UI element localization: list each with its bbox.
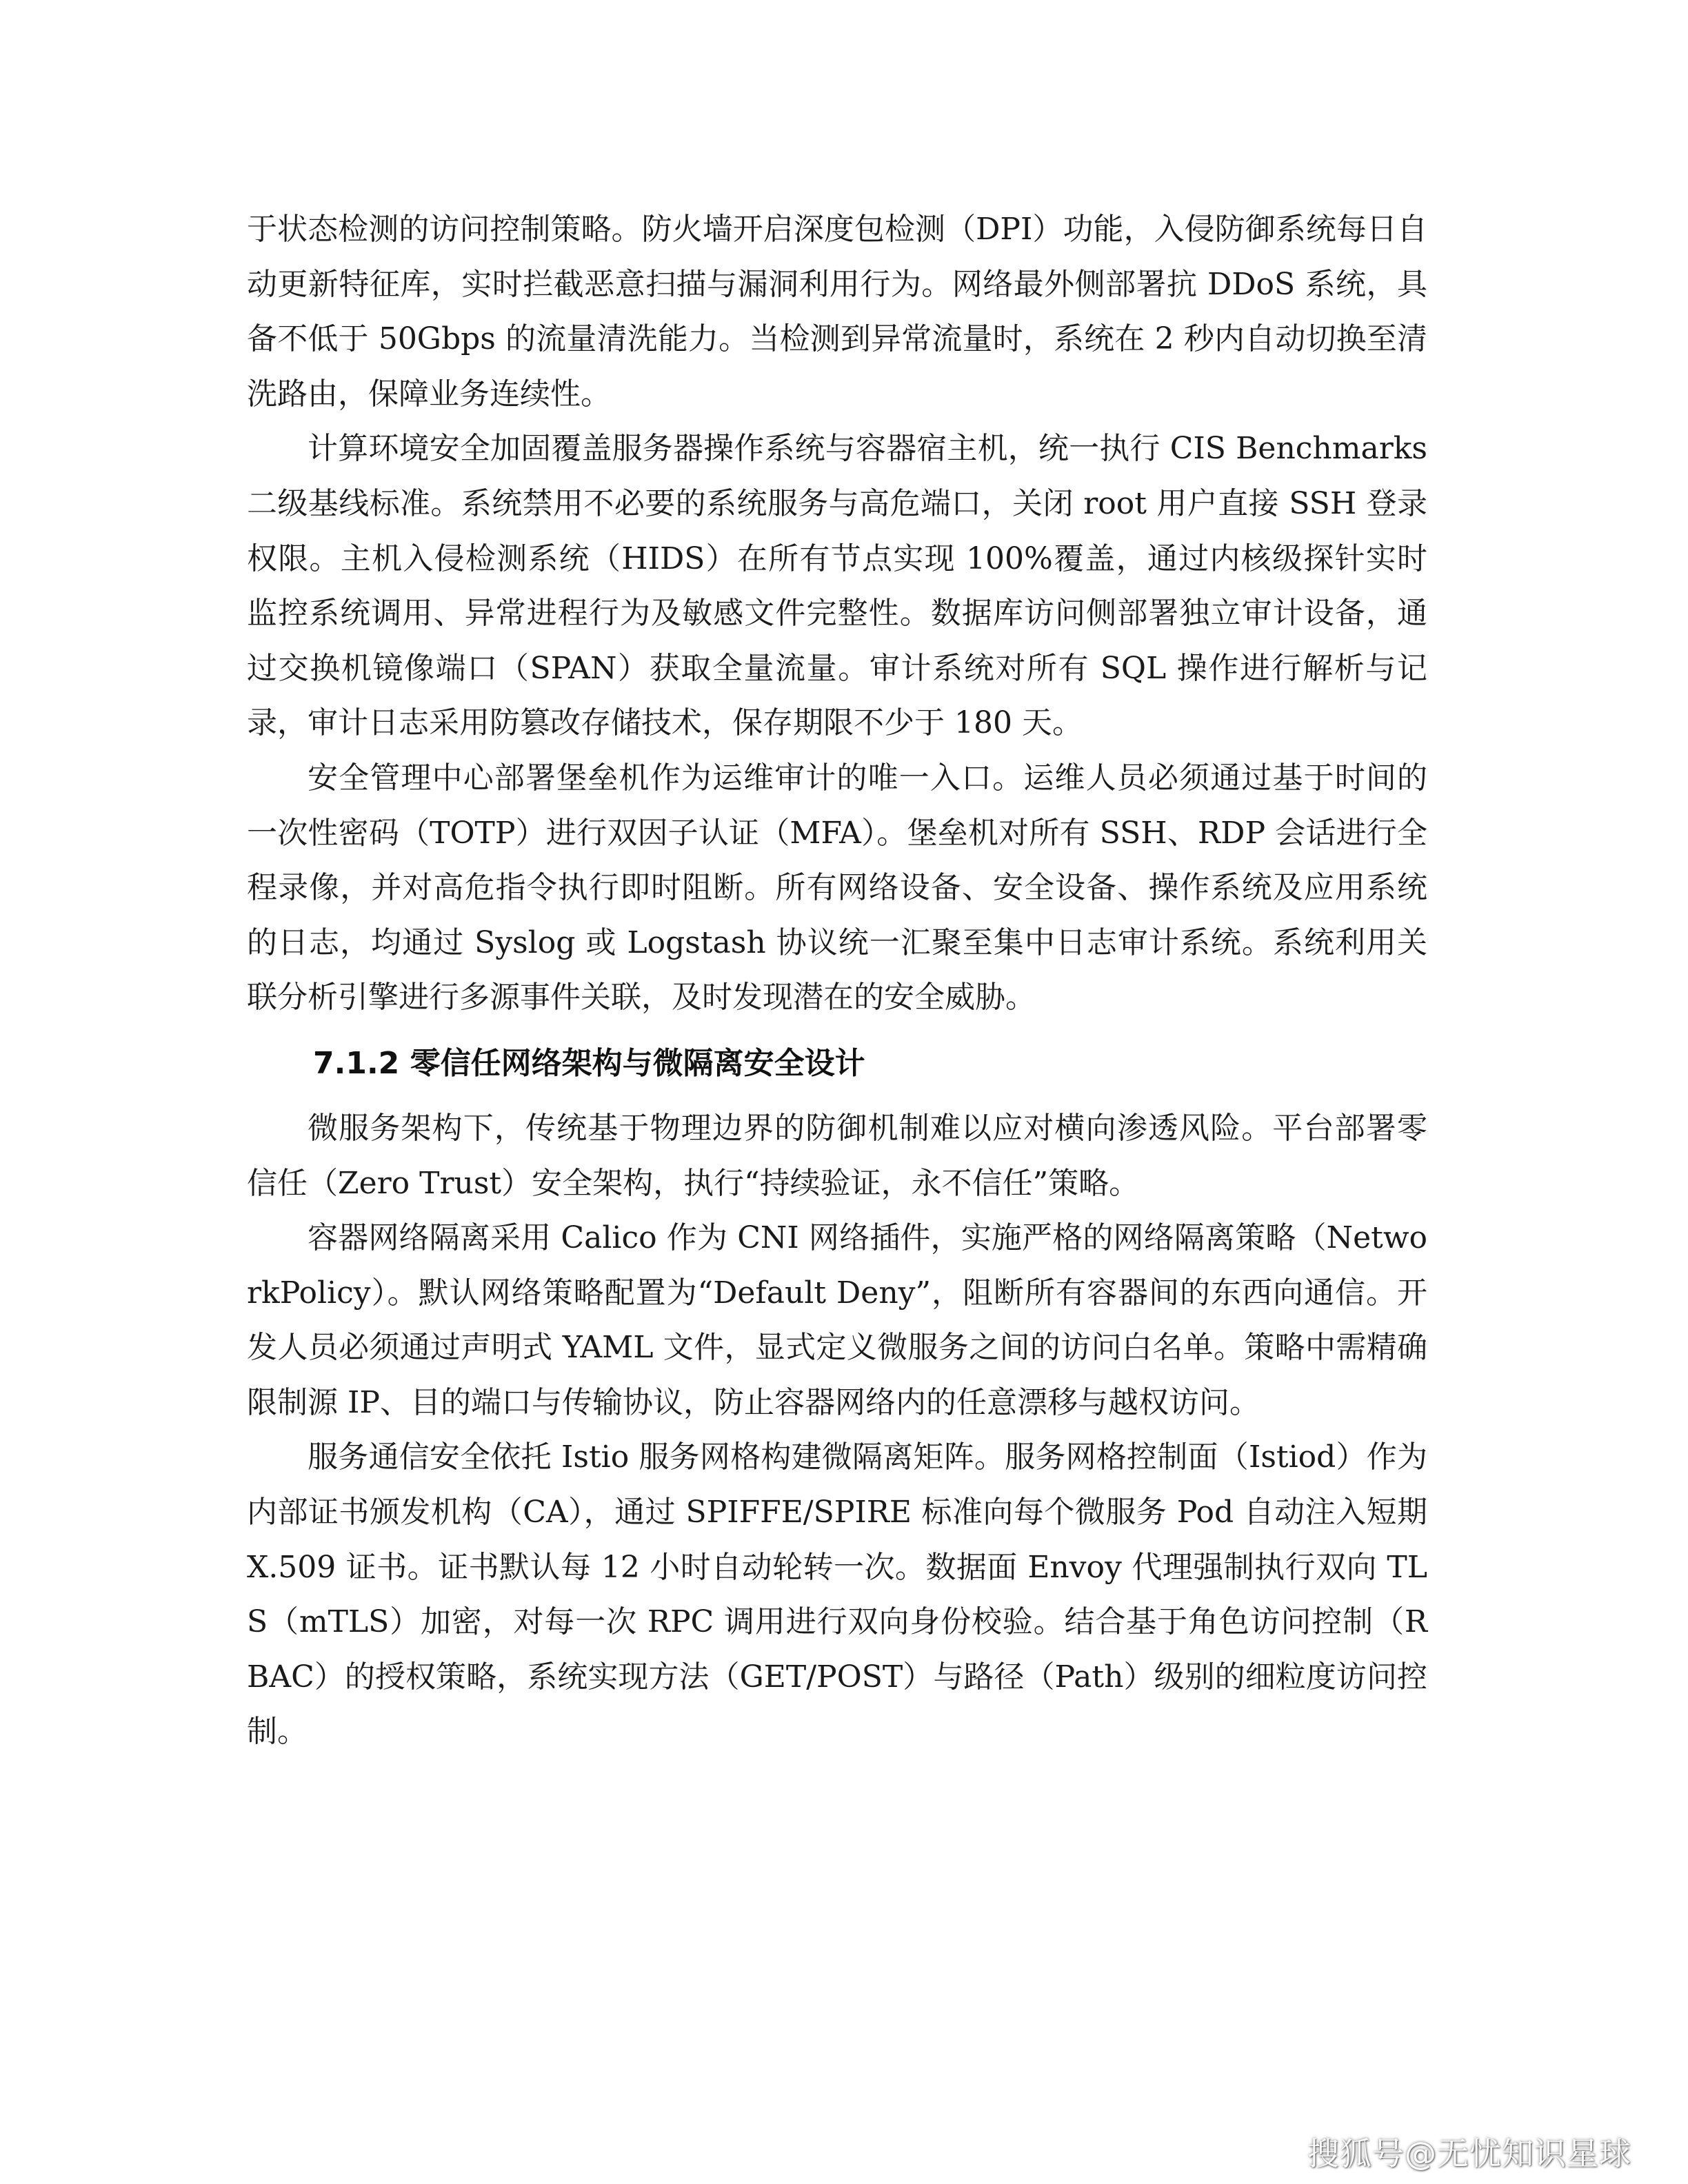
paragraph-network-protection: 于状态检测的访问控制策略。防火墙开启深度包检测（DPI）功能，入侵防御系统每日自动更新特征库，实时拦截恶意扫描与漏洞利用行为。网络最外侧部署抗 DDoS 系统，具备不低于 50Gbps 的流量清洗能力。当检测到异常流量时，系统在 2 秒内自动切换至清洗路由，保障业务连续性。 — [247, 212, 1427, 412]
section-heading: 7.1.2 零信任网络架构与微隔离安全设计 — [313, 1045, 865, 1081]
watermark: 搜狐号@无忧知识星球 — [1307, 2135, 1631, 2172]
paragraph-security-management: 安全管理中心部署堡垒机作为运维审计的唯一入口。运维人员必须通过基于时间的一次性密码（TOTP）进行双因子认证（MFA）。堡垒机对所有 SSH、RDP 会话进行全程录像，并对高危指令执行即时阻断。所有网络设备、安全设备、操作系统及应用系统的日志，均通过 Syslog 或 Logstash 协议统一汇聚至集中日志审计系统。系统利用关联分析引擎进行多源事件关联，及时发现潜在的安全威胁。 — [247, 760, 1427, 1015]
paragraph-container-isolation: 容器网络隔离采用 Calico 作为 CNI 网络插件，实施严格的网络隔离策略（NetworkPolicy）。默认网络策略配置为“Default Deny”，阻断所有容器间的东西向通信。开发人员必须通过声明式 YAML 文件，显式定义微服务之间的访问白名单。策略中需精确限制源 IP、目的端口与传输协议，防止容器网络内的任意漂移与越权访问。 — [247, 1220, 1427, 1420]
paragraph-compute-hardening: 计算环境安全加固覆盖服务器操作系统与容器宿主机，统一执行 CIS Benchmarks 二级基线标准。系统禁用不必要的系统服务与高危端口，关闭 root 用户直接 SSH 登录权限。主机入侵检测系统（HIDS）在所有节点实现 100%覆盖，通过内核级探针实时监控系统调用、异常进程行为及敏感文件完整性。数据库访问侧部署独立审计设备，通过交换机镜像端口（SPAN）获取全量流量。审计系统对所有 SQL 操作进行解析与记录，审计日志采用防篡改存储技术，保存期限不少于 180 天。 — [247, 431, 1427, 741]
document-body — [247, 202, 1427, 1759]
paragraph-zero-trust: 微服务架构下，传统基于物理边界的防御机制难以应对横向渗透风险。平台部署零信任（Zero Trust）安全架构，执行“持续验证，永不信任”策略。 — [247, 1110, 1427, 1201]
paragraph-service-mesh: 服务通信安全依托 Istio 服务网格构建微隔离矩阵。服务网格控制面（Istiod）作为内部证书颁发机构（CA），通过 SPIFFE/SPIRE 标准向每个微服务 Pod 自动注入短期 X.509 证书。证书默认每 12 小时自动轮转一次。数据面 Envoy 代理强制执行双向 TLS（mTLS）加密，对每一次 RPC 调用进行双向身份校验。结合基于角色访问控制（RBAC）的授权策略，系统实现方法（GET/POST）与路径（Path）级别的细粒度访问控制。 — [247, 1439, 1427, 1750]
